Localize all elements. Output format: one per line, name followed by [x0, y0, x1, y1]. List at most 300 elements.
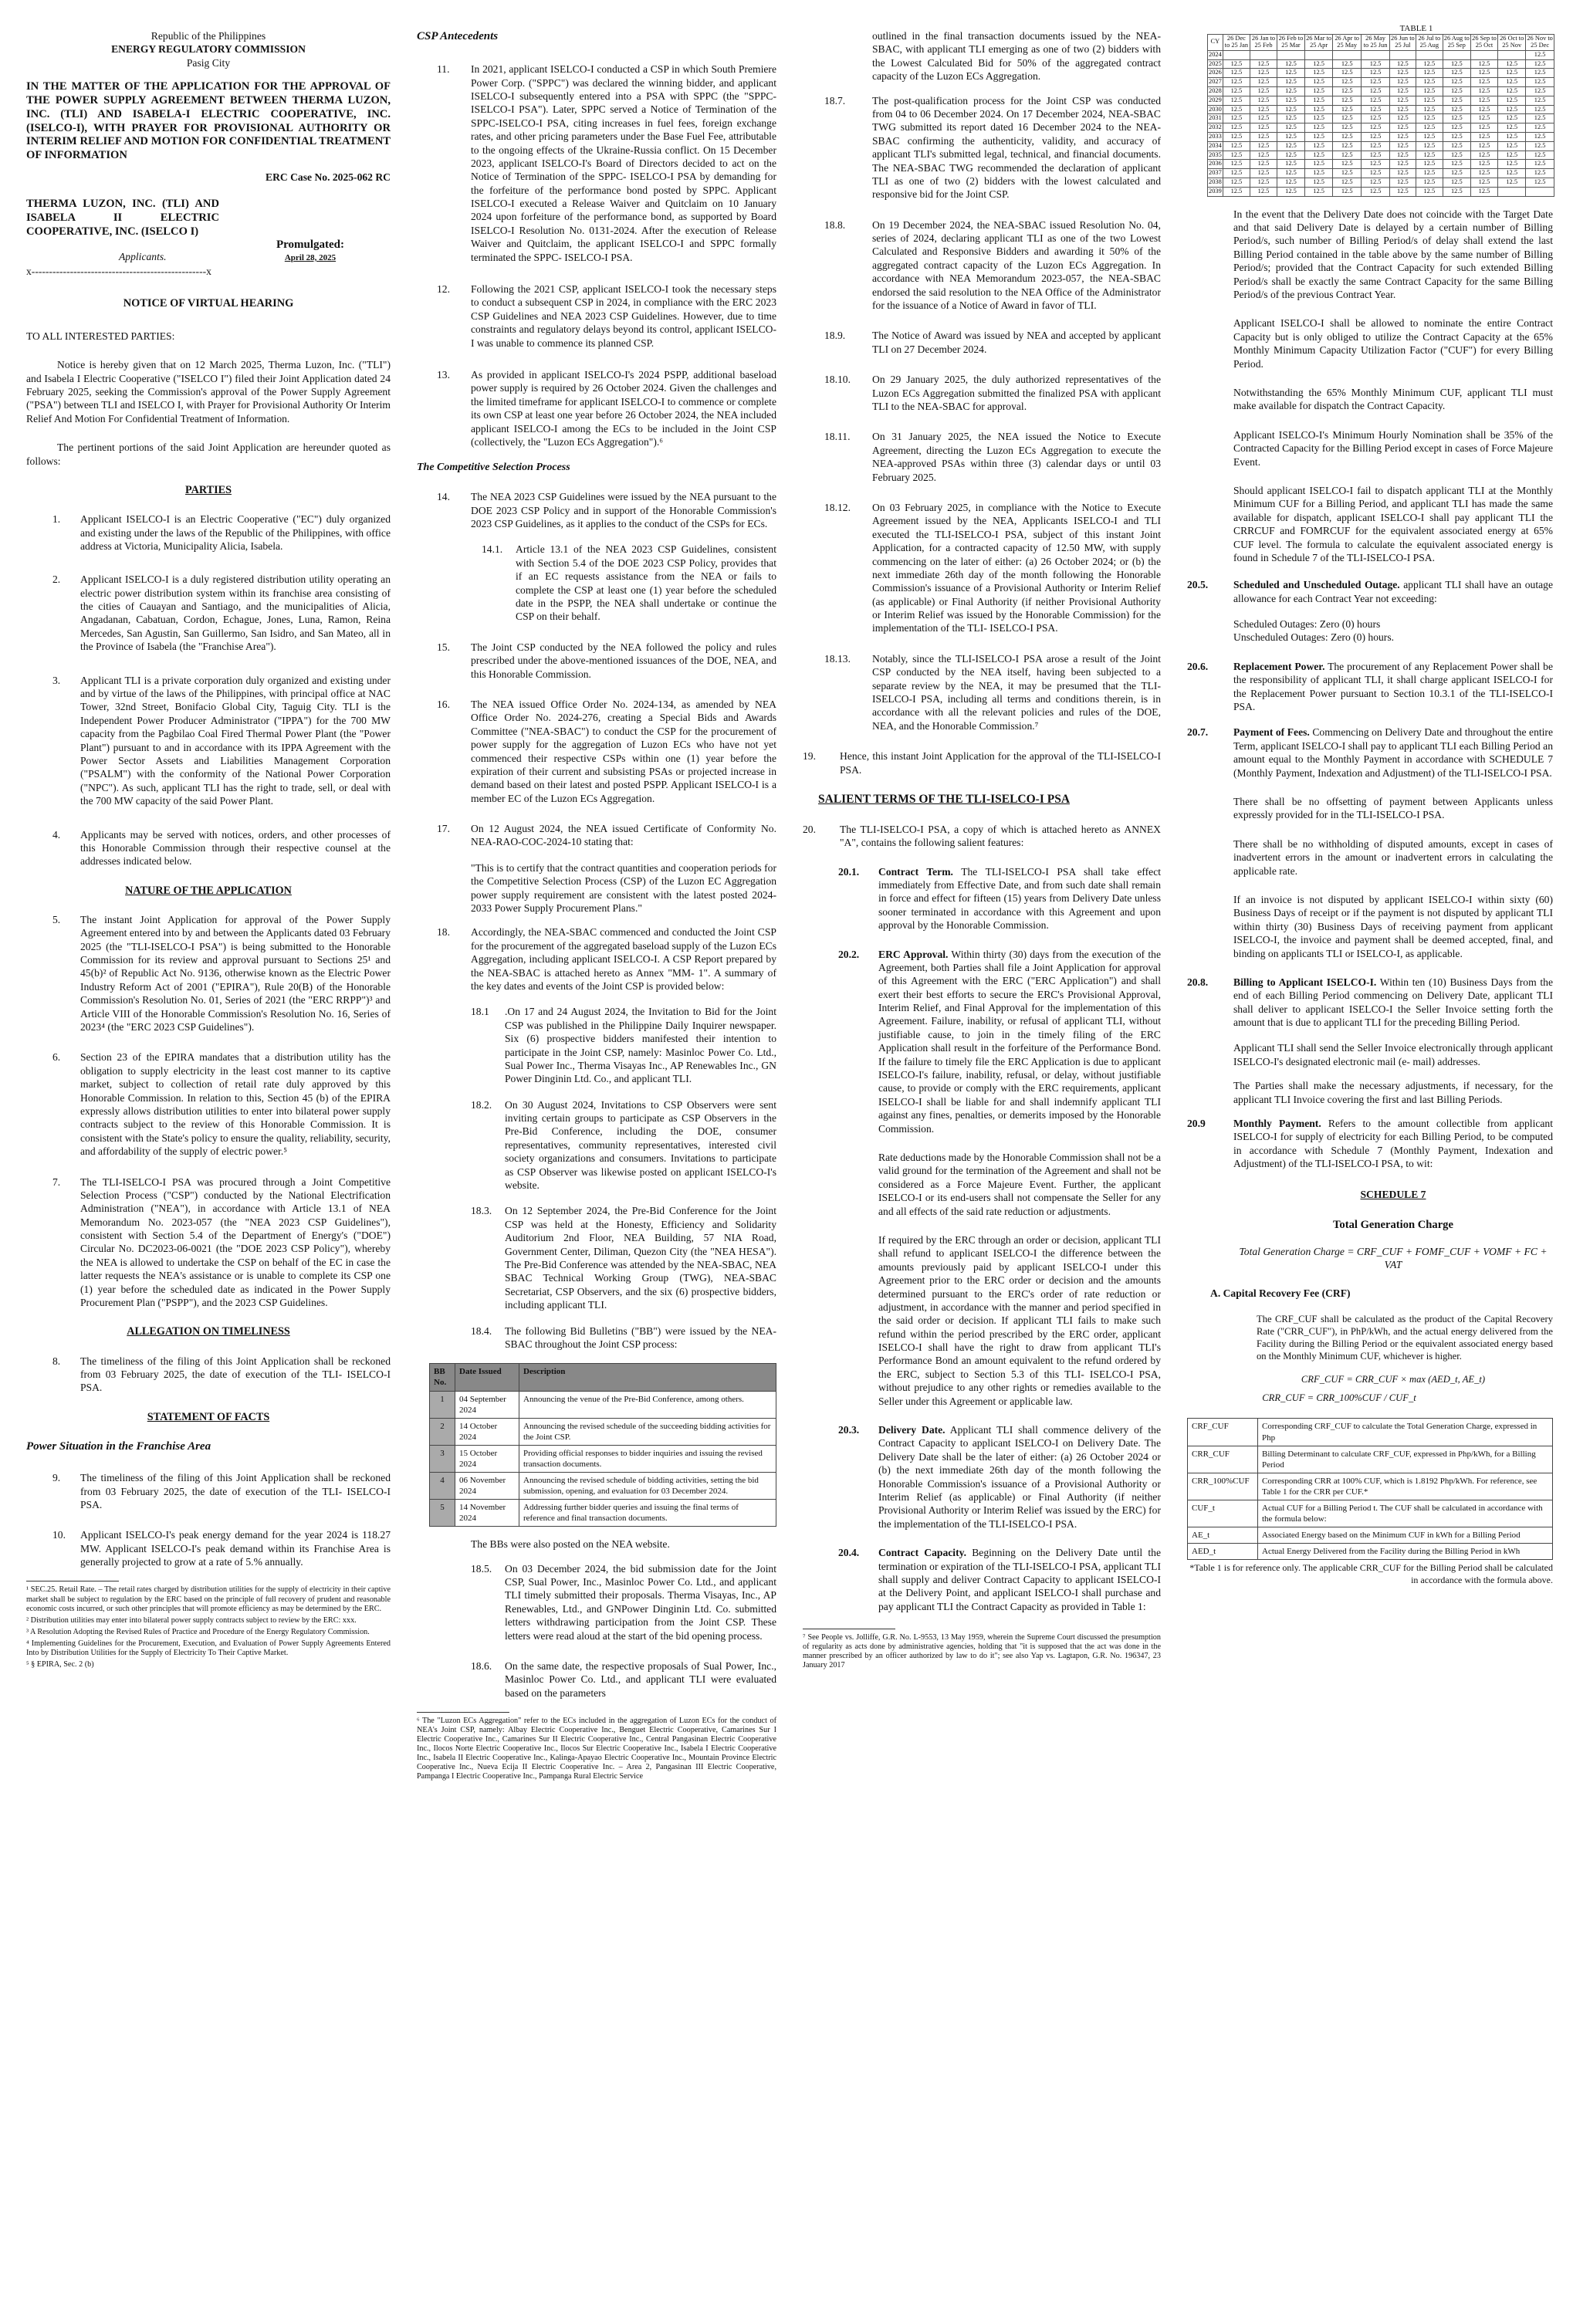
item-number: 2.: [52, 573, 61, 586]
capacity-cell: 12.5: [1470, 96, 1497, 105]
capacity-cell: 12.5: [1362, 151, 1390, 160]
item-number: 17.: [437, 823, 450, 835]
list-item: [824, 329, 1161, 356]
year-cell: 2031: [1208, 114, 1223, 123]
capacity-cell: 12.5: [1389, 105, 1416, 114]
table-header-row: [1208, 35, 1554, 51]
capacity-cell: [1362, 50, 1390, 59]
capacity-cell: 12.5: [1250, 69, 1277, 78]
capacity-cell: 12.5: [1362, 78, 1390, 87]
capacity-cell: 12.5: [1443, 187, 1470, 196]
item-lead: Contract Term.: [878, 865, 953, 878]
capacity-cell: 12.5: [1470, 86, 1497, 96]
table-row: [1208, 78, 1554, 87]
item-number: 18.6.: [471, 1660, 492, 1673]
column-header: Description: [519, 1364, 776, 1391]
term-cell: AED_t: [1188, 1544, 1258, 1560]
item-text: The timeliness of the filing of this Joint Application shall be reckoned from 03 February 2025, the date of execution of the TLI- ISELCO-I PSA.: [80, 1355, 391, 1394]
item-lead: Replacement Power.: [1233, 660, 1325, 672]
table-row: [1188, 1446, 1553, 1473]
capacity-cell: 12.5: [1389, 160, 1416, 169]
crf-paragraph: The CRF_CUF shall be calculated as the product of the Capital Recovery Rate ("CRR_CUF"), in PhP/kWh, and the actual energy delivered from the Facility during the Billing Period or the equivalent associated energy based on the Monthly Minimum CUF, whichever is higher.: [1257, 1313, 1553, 1362]
paragraph: There shall be no offsetting of payment between Applicants unless expressly provided for in the TLI-ISELCO-I PSA.: [1233, 795, 1553, 821]
footnote: ⁴ Implementing Guidelines for the Procurement, Execution, and Evaluation of Power Supply Agreements Entered Into by Distribution Utilities for the Supply of Electricity To Their Captive Market.: [26, 1639, 391, 1657]
capacity-cell: 12.5: [1277, 69, 1304, 78]
list-item: [824, 218, 1161, 313]
bid-bulletin-table: [429, 1363, 776, 1527]
table-row: [1208, 133, 1554, 142]
capacity-cell: 12.5: [1333, 178, 1362, 188]
paragraph: Applicant ISELCO-I shall be allowed to nominate the entire Contract Capacity but is only obliged to utilize the Contract Capacity at the 65% Monthly Minimum Capacity Utilization Factor ("CUF") for every Billing Period.: [1233, 317, 1553, 370]
item-text: [1233, 726, 1553, 780]
item-text: Applicant ISELCO-I is a duly registered distribution utility operating an electric power distribution system within its franchise area consisting of the cities of Cauayan and Santiago, and the municipalities of Alicia, Angadanan, Cabatuan, Cordon, Echague, Jones, Luna, Ramon, Reina Mercedes, San Agustin, San Guillermo, San Isidro, and San Mateo, all in the Province of Isabela (the "Franchise Area").: [80, 573, 391, 653]
capacity-cell: 12.5: [1362, 133, 1390, 142]
footnote: ³ A Resolution Adopting the Revised Rules of Practice and Procedure of the Energy Regulatory Commission.: [26, 1627, 370, 1636]
list-item: [52, 1176, 391, 1310]
capacity-cell: [1470, 50, 1497, 59]
definition-cell: Corresponding CRR at 100% CUF, which is 1.8192 Php/kWh. For reference, see Table 1 for the CRR per CUF.*: [1258, 1473, 1553, 1500]
capacity-cell: 12.5: [1416, 178, 1443, 188]
item-number: 18.2.: [471, 1098, 492, 1111]
capacity-cell: 12.5: [1223, 78, 1250, 87]
subheading: Power Situation in the Franchise Area: [26, 1439, 211, 1453]
list-item: [52, 913, 391, 1034]
list-item: [471, 1098, 776, 1192]
list-item: [52, 1528, 391, 1568]
capacity-cell: 12.5: [1333, 96, 1362, 105]
table-row: [1208, 105, 1554, 114]
item-text: On the same date, the respective proposals of Sual Power, Inc., Masinloc Power Co. Ltd., and applicant TLI were evaluated based on the parameters: [505, 1660, 776, 1699]
column-header: 26 Oct to 25 Nov: [1498, 35, 1526, 51]
capacity-cell: 12.5: [1277, 59, 1304, 69]
capacity-cell: 12.5: [1223, 187, 1250, 196]
item-text: The instant Joint Application for approval of the Power Supply Agreement entered into by and between the Applicants dated 03 February 2025 (the "TLI-ISELCO-I PSA") is being submitted to the Honorable Commission for its review and approval pursuant to Sections 25¹ and 45(b)² of Republic Act No. 9136, otherwise known as the Electric Power Industry Reform Act of 2001 ("EPIRA"), Rule 20(B) of the Honorable Commission's Resolution No. 01, Series of 2021 (the "ERC RRPP")³ and Article VIII of the Honorable Commission's Resolution No. 16, Series of 2023⁴ (the "ERC 2023 CSP Guidelines").: [80, 913, 391, 1033]
item-text: Following the 2021 CSP, applicant ISELCO-I took the necessary steps to conduct a subsequent CSP in 2024, in compliance with the ERC 2023 CSP Guidelines and NEA 2023 CSP Guidelines. However, due to time constraints and regulatory delays beyond its control, applicant ISELCO-I was unable to commence its planned CSP.: [471, 283, 776, 349]
list-item: [471, 1005, 776, 1085]
capacity-cell: 12.5: [1277, 78, 1304, 87]
list-item: [471, 1324, 776, 1351]
capacity-cell: 12.5: [1389, 141, 1416, 151]
capacity-cell: 12.5: [1443, 86, 1470, 96]
column-3: [803, 29, 1161, 1673]
capacity-cell: 12.5: [1305, 105, 1333, 114]
capacity-cell: 12.5: [1470, 69, 1497, 78]
capacity-cell: 12.5: [1333, 187, 1362, 196]
capacity-cell: 12.5: [1443, 133, 1470, 142]
cell: Providing official responses to bidder inquiries and issuing the revised transaction documents.: [519, 1445, 776, 1472]
capacity-cell: 12.5: [1526, 169, 1554, 178]
capacity-cell: 12.5: [1250, 133, 1277, 142]
table-row: [430, 1391, 776, 1418]
intro-paragraph: Notice is hereby given that on 12 March 2025, Therma Luzon, Inc. ("TLI") and Isabela I Electric Cooperative ("ISELCO I") filed their Joint Application dated 24 February 2025, seeking the Commission's approval of the Power Supply Agreement ("PSA") between TLI and ISELCO I, with Prayer for Provisional Authority Or Interim Relief And Motion For Confidential Treatment of Information.: [26, 359, 391, 425]
item-text: [878, 1423, 1161, 1531]
list-item: [824, 501, 1161, 635]
capacity-cell: 12.5: [1305, 69, 1333, 78]
list-item: [1187, 660, 1553, 714]
capacity-cell: 12.5: [1362, 114, 1390, 123]
capacity-cell: 12.5: [1416, 105, 1443, 114]
applicants-label: Applicants.: [119, 250, 167, 262]
capacity-cell: 12.5: [1333, 160, 1362, 169]
capacity-cell: 12.5: [1250, 123, 1277, 133]
table-row: [1208, 169, 1554, 178]
capacity-cell: 12.5: [1526, 141, 1554, 151]
table-header-row: [430, 1364, 776, 1391]
item-text: Applicant ISELCO-I is an Electric Cooperative ("EC") duly organized and existing under the laws of the Republic of the Philippines, with office address at Victoria, Municipality Alicia, Isabela.: [80, 513, 391, 552]
capacity-cell: 12.5: [1443, 114, 1470, 123]
capacity-cell: [1498, 50, 1526, 59]
capacity-cell: [1526, 187, 1554, 196]
payment-paras: [1233, 795, 1553, 960]
table-row: [1188, 1473, 1553, 1500]
item-lead: Monthly Payment.: [1233, 1118, 1321, 1130]
capacity-cell: 12.5: [1498, 59, 1526, 69]
continued-text: outlined in the final transaction documents issued by the NEA-SBAC, with applicant TLI emerging as one of two (2) bidders with the Lowest Calculated Bid for 50% of the aggregated contract capacity of the Luzon ECs Aggregation.: [872, 30, 1161, 83]
item-text: The timeliness of the filing of this Joint Application shall be reckoned from 03 February 2025, the date of execution of the TLI- ISELCO-I PSA.: [80, 1472, 391, 1510]
capacity-cell: 12.5: [1389, 69, 1416, 78]
definition-cell: Actual CUF for a Billing Period t. The CUF shall be calculated in accordance with the formula below:: [1258, 1500, 1553, 1527]
list-item: [52, 573, 391, 653]
item-number: 14.: [437, 491, 450, 503]
list-item: [838, 1423, 1161, 1531]
capacity-cell: 12.5: [1333, 105, 1362, 114]
capacity-cell: 12.5: [1333, 114, 1362, 123]
item-text: Notably, since the TLI-ISELCO-I PSA arose a result of the Joint CSP conducted by the NEA itself, having been subjected to a separate review by the NEA, it may be presumed that the TLI-ISELCO-I PSA, including all terms and conditions therein, is in accordance with all the relevant policies and rules of the DOE, NEA, and the Honorable Commission.⁷: [872, 652, 1161, 732]
paragraph: In the event that the Delivery Date does not coincide with the Target Date and that said Delivery Date is delayed by a certain number of Billing Period/s, such number of Billing Period/s of delay shall extend the last Billing Period contained in the table above by the same number of Billing Period/s; provided that the Contract Capacity for such extended Billing Period/s shall be exactly the same Contract Capacity for the same Billing Period/s of the previous Contract Year.: [1233, 208, 1553, 301]
item-number: 1.: [52, 513, 61, 526]
parties-list: [26, 512, 391, 868]
column-header: Date Issued: [455, 1364, 519, 1391]
footnote: ⁷ See People vs. Jolliffe, G.R. No. L-9553, 13 May 1959, wherein the Supreme Court discussed the presumption of regularity as acts done by administrative agencies, holding that "it is supposed that the act was done in the manner prescribed by an officer authorized by law to do it"; see also Yap vs. Lagtapon, G.R. No. 196347, 23 January 2017: [803, 1633, 1161, 1670]
cell: 3: [430, 1445, 455, 1472]
item-text: [1233, 976, 1553, 1030]
cell: 4: [430, 1472, 455, 1499]
item-number: 18.8.: [824, 218, 846, 231]
capacity-cell: 12.5: [1526, 96, 1554, 105]
capacity-cell: 12.5: [1470, 151, 1497, 160]
table-row: [1208, 59, 1554, 69]
term-cell: CUF_t: [1188, 1500, 1258, 1527]
capacity-cell: 12.5: [1277, 133, 1304, 142]
list-item: [824, 94, 1161, 201]
capacity-cell: 12.5: [1277, 178, 1304, 188]
capacity-cell: 12.5: [1526, 69, 1554, 78]
item-number: 18.1: [471, 1006, 489, 1018]
capacity-cell: 12.5: [1470, 141, 1497, 151]
capacity-cell: 12.5: [1389, 178, 1416, 188]
item-body: Applicant TLI shall commence delivery of the Contract Capacity to applicant ISELCO-I on Delivery Date. The Delivery Date shall be the later of either: (a) 26 October 2024 or (b) the next immediate 26th day of the month following the Honorable Commission's issuance of a Provisional Authority or Interim Relief (as applicable) or Final Authority (if neither Provisional Authority or Interim Relief was issued by the ERC) for the implementation of the TLI-ISELCO-I PSA.: [878, 1424, 1161, 1530]
item-number: 18.: [437, 926, 450, 939]
table-row: [1208, 86, 1554, 96]
capacity-cell: 12.5: [1389, 59, 1416, 69]
year-cell: 2026: [1208, 69, 1223, 78]
item-number: 20.9: [1187, 1118, 1206, 1130]
item-number: 18.11.: [824, 431, 851, 443]
capacity-cell: 12.5: [1470, 59, 1497, 69]
capacity-cell: 12.5: [1223, 123, 1250, 133]
table-row: [430, 1445, 776, 1472]
item-text: The TLI-ISELCO-I PSA, a copy of which is attached hereto as ANNEX "A", contains the following salient features:: [840, 823, 1161, 849]
capacity-cell: 12.5: [1498, 178, 1526, 188]
capacity-cell: 12.5: [1305, 160, 1333, 169]
year-cell: 2036: [1208, 160, 1223, 169]
list-item: [824, 430, 1161, 484]
case-title: IN THE MATTER OF THE APPLICATION FOR THE APPROVAL OF THE POWER SUPPLY AGREEMENT BETWEEN THERMA LUZON, INC. (TLI) AND ISABELA-I ELECTRIC COOPERATIVE, INC. (ISELCO-I), WITH PRAYER FOR PROVISIONAL AUTHORITY OR INTERIM RELIEF AND MOTION FOR CONFIDENTIAL TREATMENT OF INFORMATION: [26, 80, 391, 162]
column-header: 26 Nov to 25 Dec: [1526, 35, 1554, 51]
list-item: [471, 1659, 776, 1700]
list-item: [482, 543, 776, 623]
item-text: [1233, 1117, 1553, 1171]
list-item: [1187, 976, 1553, 1030]
section-heading: PARTIES: [185, 483, 232, 496]
item-number: 18.3.: [471, 1205, 492, 1217]
capacity-cell: 12.5: [1470, 78, 1497, 87]
capacity-cell: 12.5: [1526, 151, 1554, 160]
capacity-cell: 12.5: [1526, 123, 1554, 133]
item-number: 6.: [52, 1051, 61, 1064]
applicants-row: [26, 238, 391, 263]
capacity-cell: 12.5: [1470, 187, 1497, 196]
capacity-cell: 12.5: [1526, 160, 1554, 169]
capacity-cell: 12.5: [1416, 133, 1443, 142]
billing-paras: [1233, 1041, 1553, 1106]
list-item: [803, 749, 1161, 776]
list-item: [437, 282, 776, 350]
cell: 14 November 2024: [455, 1500, 519, 1527]
capacity-cell: 12.5: [1250, 114, 1277, 123]
cell: Announcing the venue of the Pre-Bid Conference, among others.: [519, 1391, 776, 1418]
item-text: Article 13.1 of the NEA 2023 CSP Guidelines, consistent with Section 5.4 of the DOE 2023 CSP Policy, provides that if an EC requests assistance from the NEA or fails to complete the CSP at least one (1) year before the scheduled date in the PSPP, the NEA shall undertake or continue the CSP on their behalf.: [516, 543, 776, 623]
item-number: 18.10.: [824, 374, 851, 386]
list-item: [824, 373, 1161, 413]
capacity-cell: 12.5: [1250, 105, 1277, 114]
capacity-cell: 12.5: [1333, 59, 1362, 69]
capacity-cell: 12.5: [1389, 151, 1416, 160]
capacity-cell: 12.5: [1498, 105, 1526, 114]
capacity-cell: 12.5: [1443, 160, 1470, 169]
item-text: Applicant TLI is a private corporation duly organized and existing under and by virtue of the laws of the Philippines, with principal office at NAC Tower, 32nd Street, Bonifacio Global City, Taguig City. TLI is the Independent Power Producer Administrator ("IPPA") for the 700 MW capacity from the Pagbilao Coal Fired Thermal Power Plant (the "Power Plant") pursuant to and in accordance with its IPPA Agreement with the Power Sector Assets and Liabilities Management Corporation ("PSALM") with the conformity of the National Power Corporation ("NPC"). As such, applicant TLI has the right to trade, sell, or deal with the 700 MW capacity of the said Power Plant.: [80, 674, 391, 807]
promulgated: [276, 238, 344, 263]
list-item: [824, 652, 1161, 732]
capacity-cell: 12.5: [1333, 86, 1362, 96]
item-body: Within thirty (30) days from the execution of the Agreement, both Parties shall file a Joint Application for approval of this Agreement with the ERC ("ERC Application") and shall exert their best efforts to secure the ERC's Provisional Approval, Interim Relief, and Final Approval for the implementation of this Agreement. Failure, inability, or refusal of applicant TLI, without justifiable cause, to join in the timely filing of the ERC Application shall result in the forfeiture of the Performance Bond. If the failure to timely file the ERC Application is due to applicant ISELCO-I's failure, inability, refusal, or delay, without justifiable cause, to provide or comply with the ERC requirements, applicant ISELCO-I shall be liable for and shall indemnify applicant TLI against any fines, penalties, or demerits imposed by the Honorable Commission.: [878, 948, 1162, 1135]
table-row: [1208, 187, 1554, 196]
paragraph: Applicant TLI shall send the Seller Invoice electronically through applicant ISELCO-I's designated electronic mail (e- mail) addresses.: [1233, 1042, 1553, 1067]
item-number: 3.: [52, 674, 61, 686]
capacity-cell: 12.5: [1277, 141, 1304, 151]
capacity-cell: 12.5: [1333, 123, 1362, 133]
capacity-cell: 12.5: [1526, 105, 1554, 114]
item-number: 5.: [52, 913, 61, 925]
capacity-cell: 12.5: [1470, 169, 1497, 178]
table-title: TABLE 1: [1399, 24, 1433, 33]
item-text: On 30 August 2024, Invitations to CSP Observers were sent inviting certain groups to participate as CSP Observers in the Pre-Bid Conference, including the DOE, consumer representatives, community representatives, interested civil society organizations and consumers. Invitations to participate as CSP Observer was likewise posted on applicant ISELCO-I's website.: [505, 1098, 776, 1192]
capacity-cell: 12.5: [1305, 178, 1333, 188]
capacity-cell: 12.5: [1498, 123, 1526, 133]
item-text: On 29 January 2025, the duly authorized representatives of the Luzon ECs Aggregation submitted the finalized PSA with applicant TLI to the NEA-SBAC for approval.: [872, 374, 1161, 412]
capacity-cell: [1277, 50, 1304, 59]
capacity-cell: 12.5: [1526, 133, 1554, 142]
item-text: The following Bid Bulletins ("BB") were issued by the NEA-SBAC throughout the Joint CSP process:: [505, 1324, 776, 1350]
capacity-cell: 12.5: [1250, 178, 1277, 188]
capacity-cell: 12.5: [1223, 105, 1250, 114]
intro-paragraph-2: The pertinent portions of the said Joint Application are hereunder quoted as follows:: [26, 441, 391, 467]
capacity-cell: 12.5: [1305, 151, 1333, 160]
schedule-subheading: Total Generation Charge: [1333, 1218, 1453, 1231]
item-number: 20.7.: [1187, 726, 1209, 739]
item-number: 18.9.: [824, 330, 846, 342]
footnotes: [26, 1585, 391, 1669]
header-line: Republic of the Philippines: [151, 30, 266, 42]
year-cell: 2037: [1208, 169, 1223, 178]
capacity-cell: 12.5: [1250, 78, 1277, 87]
contract-capacity-table: [1207, 34, 1554, 197]
capacity-cell: [1443, 50, 1470, 59]
cell: 06 November 2024: [455, 1472, 519, 1499]
year-cell: 2024: [1208, 50, 1223, 59]
item-number: 7.: [52, 1176, 61, 1188]
year-cell: 2038: [1208, 178, 1223, 188]
capacity-cell: 12.5: [1498, 114, 1526, 123]
capacity-cell: 12.5: [1470, 133, 1497, 142]
capacity-cell: 12.5: [1305, 169, 1333, 178]
capacity-cell: 12.5: [1443, 105, 1470, 114]
capacity-cell: 12.5: [1443, 151, 1470, 160]
capacity-cell: 12.5: [1305, 141, 1333, 151]
crf-heading: A. Capital Recovery Fee (CRF): [1210, 1287, 1351, 1300]
capacity-cell: 12.5: [1250, 59, 1277, 69]
list-item: [52, 828, 391, 868]
list-item: [437, 925, 776, 993]
capacity-cell: 12.5: [1443, 59, 1470, 69]
capacity-cell: 12.5: [1416, 160, 1443, 169]
table-row: [1208, 151, 1554, 160]
item-body: The procurement of any Replacement Power shall be the responsibility of applicant TLI, it shall charge applicant ISELCO-I for the Replacement Power pursuant to Section 10.3.1 of the TLI-ISELCO-I PSA.: [1233, 660, 1553, 713]
definition-cell: Associated Energy based on the Minimum CUF in kWh for a Billing Period: [1258, 1527, 1553, 1544]
capacity-cell: 12.5: [1305, 133, 1333, 142]
capacity-cell: 12.5: [1389, 133, 1416, 142]
subheading: The Competitive Selection Process: [417, 462, 570, 474]
capacity-cell: 12.5: [1362, 178, 1390, 188]
header-line: ENERGY REGULATORY COMMISSION: [111, 43, 306, 56]
section-heading: SALIENT TERMS OF THE TLI-ISELCO-I PSA: [818, 792, 1071, 806]
capacity-cell: 12.5: [1416, 59, 1443, 69]
capacity-cell: 12.5: [1223, 178, 1250, 188]
capacity-cell: 12.5: [1443, 169, 1470, 178]
capacity-cell: 12.5: [1223, 86, 1250, 96]
bb-note: The BBs were also posted on the NEA website.: [471, 1538, 670, 1551]
year-cell: 2034: [1208, 141, 1223, 151]
capacity-cell: 12.5: [1389, 86, 1416, 96]
capacity-cell: 12.5: [1389, 187, 1416, 196]
capacity-cell: 12.5: [1416, 187, 1443, 196]
section-heading: ALLEGATION ON TIMELINESS: [127, 1325, 290, 1338]
item-number: 18.12.: [824, 501, 851, 513]
capacity-cell: 12.5: [1277, 169, 1304, 178]
capacity-cell: [1498, 187, 1526, 196]
capacity-cell: 12.5: [1305, 123, 1333, 133]
capacity-cell: 12.5: [1305, 96, 1333, 105]
term-cell: CRR_CUF: [1188, 1446, 1258, 1473]
year-cell: 2030: [1208, 105, 1223, 114]
capacity-cell: [1223, 50, 1250, 59]
item-number: 18.7.: [824, 94, 846, 107]
cell: 1: [430, 1391, 455, 1418]
item-body: Commencing on Delivery Date and throughout the entire Term, applicant ISELCO-I shall pay to applicant TLI each Billing Period an amount equal to the Monthly Payment in accordance with SCHEDULE 7 (Monthly Payment, Indexation and Adjustment) of the TLI-ISELCO-I PSA.: [1233, 726, 1553, 779]
footnote: ⁶ The "Luzon ECs Aggregation" refer to the ECs included in the aggregation of Luzon ECs for the conduct of NEA's Joint CSP, namely: Albay Electric Cooperative Inc., Benguet Electric Cooperative, Camarines Sur I Electric Cooperative Inc., Camarines Sur II Electric Cooperative Inc., Central Pangasinan Electric Cooperative Inc., Ilocos Norte Electric Cooperative Inc., Ilocos Sur Electric Cooperative Inc., Isabela I Electric Cooperative Inc., Isabela II Electric Cooperative Inc., Kalinga-Apayao Electric Cooperative Inc., Mountain Province Electric Cooperative Inc., Nueva Ecija II Electric Cooperative Inc. – Area 2, Pangasinan III Electric Cooperative, Pampanga I Electric Cooperative Inc., Pampanga Rural Electric Service: [417, 1717, 776, 1781]
table-row: [1208, 114, 1554, 123]
item-number: 11.: [437, 63, 450, 76]
column-header: 26 May to 25 Jun: [1362, 35, 1390, 51]
post-table-paras: [1233, 208, 1553, 565]
capacity-cell: 12.5: [1250, 187, 1277, 196]
list-item: [1187, 578, 1553, 605]
formula-crr: CRR_CUF = CRR_100%CUF / CUF_t: [1262, 1392, 1416, 1404]
definition-cell: Corresponding CRF_CUF to calculate the Total Generation Charge, expressed in Php: [1258, 1419, 1553, 1446]
capacity-cell: 12.5: [1443, 141, 1470, 151]
item-text: On 03 December 2024, the bid submission date for the Joint CSP, Sual Power, Inc., Masinloc Power Co. Ltd., and applicant TLI timely submitted their proposals. Therma Visayas, Inc., AP Renewables, Ltd., and GNPower Dinginin Ltd. Co. submitted letters withdrawing participation from the Joint CSP. These letters were read aloud at the start of the bid opening process.: [505, 1562, 776, 1642]
paragraph: If an invoice is not disputed by applicant ISELCO-I within sixty (60) Business Days of receipt or if the payment is not disputed by applicant TLI within thirty (30) Business Days of receiving payment from applicant ISELCO-I, the invoice and payment shall be deemed accepted, final, and binding on applicants TLI or ISELCO-I, as applicable.: [1233, 893, 1553, 959]
capacity-cell: 12.5: [1443, 178, 1470, 188]
table-row: [1188, 1419, 1553, 1446]
capacity-cell: 12.5: [1277, 151, 1304, 160]
capacity-cell: [1416, 50, 1443, 59]
capacity-cell: 12.5: [1223, 169, 1250, 178]
list-item: [437, 698, 776, 805]
list-item: [1187, 726, 1553, 780]
item-number: 20.8.: [1187, 976, 1209, 988]
capacity-cell: 12.5: [1362, 69, 1390, 78]
item-number: 14.1.: [482, 543, 503, 556]
item-text: Applicants may be served with notices, orders, and other processes of this Honorable Commission through their respective counsel at the addresses indicated below.: [80, 828, 391, 868]
item-text: On 12 August 2024, the NEA issued Certificate of Conformity No. NEA-RAO-COC-2024-10 stating that:: [471, 823, 776, 848]
capacity-cell: 12.5: [1498, 151, 1526, 160]
outage-line: Unscheduled Outages: Zero (0) hours.: [1233, 631, 1395, 644]
item-text: Applicant ISELCO-I's peak energy demand for the year 2024 is 118.27 MW. Applicant ISELCO-I's peak demand within its Franchise Area is generally projected to grow at a rate of 5.% annually.: [80, 1529, 391, 1568]
capacity-cell: 12.5: [1389, 114, 1416, 123]
term-cell: CRF_CUF: [1188, 1419, 1258, 1446]
capacity-cell: 12.5: [1223, 151, 1250, 160]
definition-cell: Billing Determinant to calculate CRF_CUF, expressed in Php/kWh, for a Billing Period: [1258, 1446, 1553, 1473]
capacity-cell: 12.5: [1470, 114, 1497, 123]
capacity-cell: 12.5: [1277, 123, 1304, 133]
capacity-cell: 12.5: [1416, 123, 1443, 133]
item-number: 18.4.: [471, 1324, 492, 1337]
table-note: *Table 1 is for reference only. The applicable CRR_CUF for the Billing Period shall be calculated in accordance with the formula above.: [1189, 1562, 1553, 1585]
column-header: 26 Dec to 25 Jan: [1223, 35, 1250, 51]
capacity-cell: 12.5: [1526, 59, 1554, 69]
item-text: .On 17 and 24 August 2024, the Invitation to Bid for the Joint CSP was published in the Philippine Daily Inquirer newspaper. Six (6) prospective bidders manifested their intention to participate in the Joint CSP, namely: Masinloc Power Co. Ltd., Sual Power Inc., Therma Visayas Inc., AP Renewables Inc., GN Power Dinginin Ltd. Co., and applicant TLI.: [505, 1006, 776, 1085]
capacity-cell: [1305, 50, 1333, 59]
year-cell: 2027: [1208, 78, 1223, 87]
column-2: [417, 29, 776, 1784]
capacity-cell: 12.5: [1362, 86, 1390, 96]
capacity-cell: 12.5: [1389, 123, 1416, 133]
item-text: On 03 February 2025, in compliance with the Notice to Execute Agreement issued by the NEA, Applicants ISELCO-I and TLI executed the TLI-ISELCO-I PSA, subject of this instant Joint Application, for a contracted capacity of 12.50 MW, with supply commencing on the later of either: (a) 26 October 2024; or (b) the next immediate 26th day of the month following the Honorable Commission's issuance of a Provisional Authority or Interim Relief (as applicable) or Final Authority (if neither Provisional Authority or Interim Relief was issued by the Honorable Commission) for the implementation of the TLI- ISELCO-I PSA.: [872, 501, 1161, 634]
list-item: [52, 674, 391, 808]
outage-line: Scheduled Outages: Zero (0) hours: [1233, 618, 1381, 631]
capacity-cell: 12.5: [1416, 96, 1443, 105]
item-number: 20.1.: [838, 865, 860, 878]
item-number: 20.3.: [838, 1424, 860, 1436]
cell: 2: [430, 1418, 455, 1445]
capacity-cell: 12.5: [1443, 123, 1470, 133]
capacity-cell: 12.5: [1389, 78, 1416, 87]
capacity-cell: 12.5: [1277, 187, 1304, 196]
item-text: Hence, this instant Joint Application for the approval of the TLI-ISELCO-I PSA.: [840, 750, 1161, 776]
capacity-cell: 12.5: [1250, 96, 1277, 105]
item-lead: ERC Approval.: [878, 948, 949, 960]
